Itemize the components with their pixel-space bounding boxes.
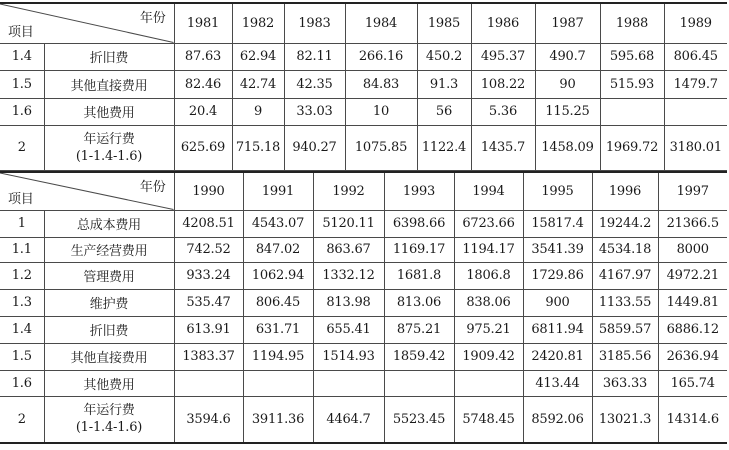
row-name-line2: (1-1.4-1.6) xyxy=(75,148,143,164)
year-header: 1993 xyxy=(384,172,454,210)
value-cell: 1909.42 xyxy=(454,343,523,370)
value-cell: 87.63 xyxy=(174,43,232,70)
value-cell: 863.67 xyxy=(313,237,384,262)
row-id: 2 xyxy=(0,396,44,443)
value-cell: 933.24 xyxy=(174,262,243,289)
value-cell: 806.45 xyxy=(243,289,313,316)
value-cell: 1479.7 xyxy=(664,70,727,98)
value-cell xyxy=(600,98,664,125)
value-cell: 1435.7 xyxy=(471,125,535,170)
value-cell: 1122.4 xyxy=(417,125,471,170)
value-cell: 56 xyxy=(417,98,471,125)
value-cell: 1806.8 xyxy=(454,262,523,289)
cost-table-1990-1997 xyxy=(0,171,727,444)
year-header: 1982 xyxy=(232,3,284,43)
value-cell: 1133.55 xyxy=(592,289,658,316)
value-cell: 6723.66 xyxy=(454,210,523,237)
value-cell xyxy=(384,370,454,396)
value-cell: 1969.72 xyxy=(600,125,664,170)
value-cell: 4972.21 xyxy=(658,262,727,289)
value-cell: 3594.6 xyxy=(174,396,243,443)
value-cell: 84.83 xyxy=(345,70,417,98)
value-cell: 5523.45 xyxy=(384,396,454,443)
value-cell: 631.71 xyxy=(243,316,313,343)
year-header: 1996 xyxy=(592,172,658,210)
row-id: 1.1 xyxy=(0,237,44,262)
value-cell: 1194.17 xyxy=(454,237,523,262)
table-row xyxy=(0,125,727,170)
row-name: 管理费用 xyxy=(44,262,174,289)
value-cell xyxy=(313,370,384,396)
year-header: 1992 xyxy=(313,172,384,210)
row-name xyxy=(44,125,174,170)
value-cell: 21366.5 xyxy=(658,210,727,237)
value-cell: 10 xyxy=(345,98,417,125)
value-cell: 806.45 xyxy=(664,43,727,70)
header-row xyxy=(0,172,727,210)
row-id: 2 xyxy=(0,125,44,170)
value-cell: 1729.86 xyxy=(523,262,592,289)
row-name: 其他直接费用 xyxy=(44,70,174,98)
value-cell xyxy=(454,370,523,396)
value-cell: 82.46 xyxy=(174,70,232,98)
value-cell: 875.21 xyxy=(384,316,454,343)
row-id: 1.5 xyxy=(0,343,44,370)
value-cell: 8592.06 xyxy=(523,396,592,443)
year-header: 1991 xyxy=(243,172,313,210)
row-name: 折旧费 xyxy=(44,316,174,343)
value-cell: 4464.7 xyxy=(313,396,384,443)
value-cell: 5859.57 xyxy=(592,316,658,343)
value-cell: 1075.85 xyxy=(345,125,417,170)
value-cell: 15817.4 xyxy=(523,210,592,237)
row-name: 生产经营费用 xyxy=(44,237,174,262)
value-cell: 165.74 xyxy=(658,370,727,396)
table-row xyxy=(0,343,727,370)
table-row xyxy=(0,43,727,70)
value-cell: 3185.56 xyxy=(592,343,658,370)
row-id: 1.2 xyxy=(0,262,44,289)
table-row xyxy=(0,262,727,289)
value-cell: 6886.12 xyxy=(658,316,727,343)
value-cell xyxy=(664,98,727,125)
year-header: 1987 xyxy=(535,3,600,43)
row-id: 1.3 xyxy=(0,289,44,316)
row-name: 维护费 xyxy=(44,289,174,316)
value-cell: 14314.6 xyxy=(658,396,727,443)
table-row xyxy=(0,70,727,98)
row-id: 1.5 xyxy=(0,70,44,98)
value-cell: 42.74 xyxy=(232,70,284,98)
value-cell: 813.06 xyxy=(384,289,454,316)
value-cell: 4534.18 xyxy=(592,237,658,262)
value-cell: 91.3 xyxy=(417,70,471,98)
value-cell: 613.91 xyxy=(174,316,243,343)
value-cell: 115.25 xyxy=(535,98,600,125)
value-cell: 1062.94 xyxy=(243,262,313,289)
value-cell: 535.47 xyxy=(174,289,243,316)
row-id: 1.4 xyxy=(0,316,44,343)
value-cell xyxy=(174,370,243,396)
value-cell: 62.94 xyxy=(232,43,284,70)
table-row xyxy=(0,316,727,343)
value-cell: 625.69 xyxy=(174,125,232,170)
value-cell xyxy=(243,370,313,396)
value-cell: 4167.97 xyxy=(592,262,658,289)
year-header: 1983 xyxy=(284,3,345,43)
corner-year-label: 年份 xyxy=(139,180,166,195)
value-cell: 82.11 xyxy=(284,43,345,70)
row-id: 1 xyxy=(0,210,44,237)
value-cell: 1514.93 xyxy=(313,343,384,370)
value-cell: 19244.2 xyxy=(592,210,658,237)
value-cell: 3541.39 xyxy=(523,237,592,262)
row-name-line2: (1-1.4-1.6) xyxy=(75,420,143,436)
value-cell: 1383.37 xyxy=(174,343,243,370)
value-cell: 4543.07 xyxy=(243,210,313,237)
value-cell: 3180.01 xyxy=(664,125,727,170)
corner-item-label: 项目 xyxy=(8,191,34,207)
value-cell: 42.35 xyxy=(284,70,345,98)
table-row xyxy=(0,210,727,237)
value-cell: 813.98 xyxy=(313,289,384,316)
header-row xyxy=(0,3,727,43)
value-cell: 515.93 xyxy=(600,70,664,98)
value-cell: 2420.81 xyxy=(523,343,592,370)
value-cell: 13021.3 xyxy=(592,396,658,443)
corner-header-cell xyxy=(0,3,174,43)
value-cell: 1458.09 xyxy=(535,125,600,170)
value-cell: 595.68 xyxy=(600,43,664,70)
value-cell: 1681.8 xyxy=(384,262,454,289)
year-header: 1984 xyxy=(345,3,417,43)
value-cell: 5120.11 xyxy=(313,210,384,237)
value-cell: 266.16 xyxy=(345,43,417,70)
row-name xyxy=(44,396,174,443)
row-name: 其他直接费用 xyxy=(44,343,174,370)
table-row xyxy=(0,370,727,396)
row-name: 总成本费用 xyxy=(44,210,174,237)
value-cell: 450.2 xyxy=(417,43,471,70)
row-name-line1: 年运行费 xyxy=(83,131,135,147)
year-header: 1997 xyxy=(658,172,727,210)
value-cell: 9 xyxy=(232,98,284,125)
corner-item-label: 项目 xyxy=(8,24,34,40)
value-cell: 1169.17 xyxy=(384,237,454,262)
value-cell: 495.37 xyxy=(471,43,535,70)
cost-table-1981-1989 xyxy=(0,2,727,171)
table-row xyxy=(0,98,727,125)
row-name-line1: 年运行费 xyxy=(83,403,135,419)
row-id: 1.4 xyxy=(0,43,44,70)
year-header: 1990 xyxy=(174,172,243,210)
value-cell: 900 xyxy=(523,289,592,316)
year-header: 1981 xyxy=(174,3,232,43)
row-name: 其他费用 xyxy=(44,98,174,125)
table-row xyxy=(0,396,727,443)
value-cell: 940.27 xyxy=(284,125,345,170)
value-cell: 5.36 xyxy=(471,98,535,125)
value-cell: 742.52 xyxy=(174,237,243,262)
value-cell: 6811.94 xyxy=(523,316,592,343)
value-cell: 108.22 xyxy=(471,70,535,98)
value-cell: 413.44 xyxy=(523,370,592,396)
row-id: 1.6 xyxy=(0,370,44,396)
year-header: 1989 xyxy=(664,3,727,43)
value-cell: 5748.45 xyxy=(454,396,523,443)
value-cell: 1449.81 xyxy=(658,289,727,316)
value-cell: 1859.42 xyxy=(384,343,454,370)
value-cell: 1194.95 xyxy=(243,343,313,370)
row-id: 1.6 xyxy=(0,98,44,125)
value-cell: 975.21 xyxy=(454,316,523,343)
year-header: 1986 xyxy=(471,3,535,43)
row-name: 其他费用 xyxy=(44,370,174,396)
table-row xyxy=(0,289,727,316)
value-cell: 847.02 xyxy=(243,237,313,262)
corner-year-label: 年份 xyxy=(139,11,166,26)
value-cell: 6398.66 xyxy=(384,210,454,237)
value-cell: 33.03 xyxy=(284,98,345,125)
table-row xyxy=(0,237,727,262)
value-cell: 4208.51 xyxy=(174,210,243,237)
value-cell: 838.06 xyxy=(454,289,523,316)
value-cell: 20.4 xyxy=(174,98,232,125)
value-cell: 90 xyxy=(535,70,600,98)
year-header: 1988 xyxy=(600,3,664,43)
value-cell: 655.41 xyxy=(313,316,384,343)
corner-header-cell xyxy=(0,172,174,210)
year-header: 1995 xyxy=(523,172,592,210)
year-header: 1994 xyxy=(454,172,523,210)
value-cell: 1332.12 xyxy=(313,262,384,289)
row-name: 折旧费 xyxy=(44,43,174,70)
value-cell: 363.33 xyxy=(592,370,658,396)
value-cell: 3911.36 xyxy=(243,396,313,443)
value-cell: 2636.94 xyxy=(658,343,727,370)
value-cell: 8000 xyxy=(658,237,727,262)
value-cell: 490.7 xyxy=(535,43,600,70)
value-cell: 715.18 xyxy=(232,125,284,170)
year-header: 1985 xyxy=(417,3,471,43)
